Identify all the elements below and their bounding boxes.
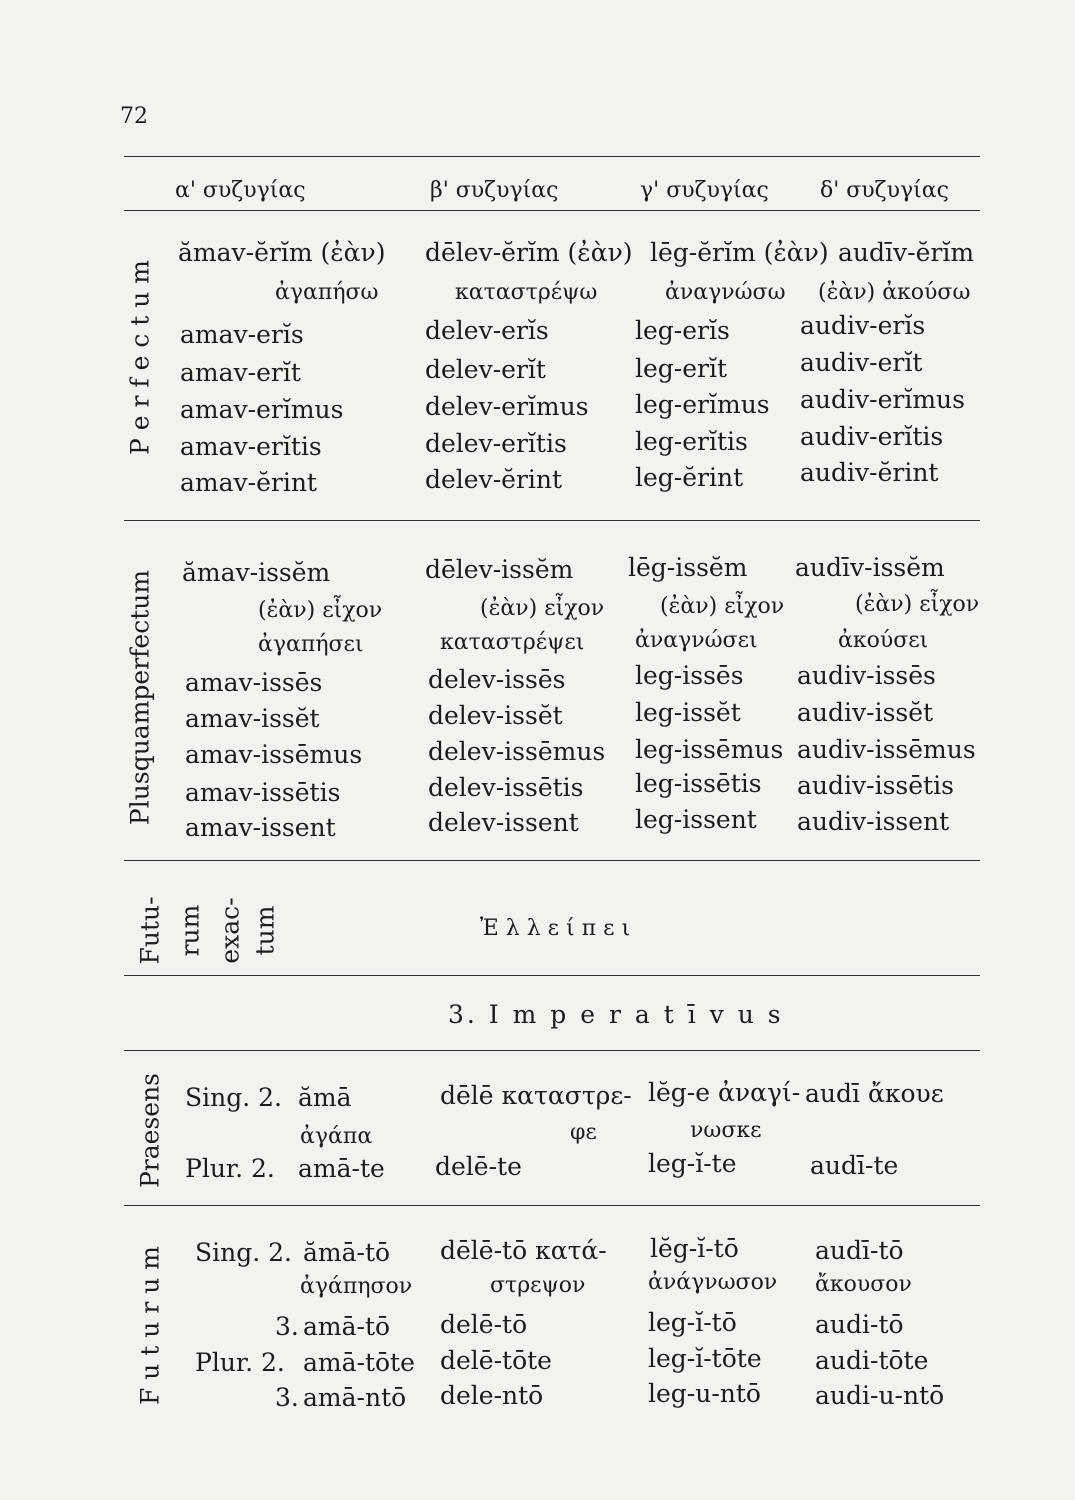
futurum-sing-c1-greek: ἀγάπησον bbox=[300, 1274, 413, 1299]
plusq-row-5-c2: delev-issent bbox=[428, 808, 579, 837]
page-number: 72 bbox=[120, 104, 148, 129]
plusq-greek-c1: ἀγαπήσει bbox=[258, 632, 364, 657]
praesens-sing-c3-cont: νωσκε bbox=[690, 1118, 762, 1143]
futurum-exactum-text: Ἐ λ λ ε ί π ε ι bbox=[480, 916, 631, 941]
plusq-row-3-c2: delev-issēmus bbox=[428, 737, 606, 766]
futurum-plur3-c1: amā-ntō bbox=[303, 1383, 407, 1412]
perfectum-row-5-c4: audiv-ĕrint bbox=[800, 458, 939, 487]
perfectum-row-3-c1: amav-erĭmus bbox=[180, 395, 344, 424]
praesens-plur-label: Plur. 2. bbox=[185, 1154, 275, 1183]
futurum-label: F u t u r u m bbox=[135, 1245, 165, 1406]
plusq-row-2-c3: leg-issĕt bbox=[635, 698, 741, 727]
perfectum-row-1-c2: delev-erĭs bbox=[425, 316, 549, 345]
perfectum-row-1-c1: amav-erĭs bbox=[180, 320, 304, 349]
plusq-ean-c1: (ἐὰν) εἶχον bbox=[258, 598, 383, 623]
perfectum-row-3-c3: leg-erĭmus bbox=[635, 390, 770, 419]
perfectum-row-4-c4: audiv-erĭtis bbox=[800, 422, 944, 451]
futurum-sing3-c3: leg-ĭ-tō bbox=[648, 1308, 737, 1337]
praesens-sing-c1-greek: ἀγάπα bbox=[300, 1124, 373, 1149]
plusq-greek-c3: ἀναγνώσει bbox=[635, 628, 758, 653]
perfectum-greek-c2: καταστρέψω bbox=[455, 280, 598, 305]
futurum-plur2-c1: amā-tōte bbox=[303, 1348, 415, 1377]
futurum-plur3-c2: dele-ntō bbox=[440, 1381, 544, 1410]
rule bbox=[124, 520, 980, 521]
futurum-sing-c2-greek: στρεψον bbox=[490, 1273, 586, 1298]
futurum-plur-label: Plur. 2. bbox=[195, 1348, 285, 1377]
perfectum-first-c3: lēg-ĕrĭm (ἐὰν) bbox=[650, 238, 829, 267]
praesens-sing-label: Sing. 2. bbox=[185, 1083, 282, 1112]
praesens-sing-c2: dēlē καταστρε- bbox=[440, 1081, 632, 1110]
plusq-row-2-c4: audiv-issĕt bbox=[797, 698, 934, 727]
futurum-sing-c4: audī-tō bbox=[815, 1236, 904, 1265]
plusq-row-4-c2: delev-issētis bbox=[428, 773, 584, 802]
futurum-sing-c3: lĕg-ĭ-tō bbox=[650, 1234, 739, 1263]
perfectum-label: P e r f e c t u m bbox=[125, 259, 155, 456]
column-header-3: γ' συζυγίας bbox=[640, 178, 769, 203]
futurum-sing3-c2: delē-tō bbox=[440, 1310, 528, 1339]
praesens-sing-c2-cont: φε bbox=[570, 1120, 597, 1145]
perfectum-row-4-c1: amav-erĭtis bbox=[180, 432, 322, 461]
praesens-sing-c4: audī ἄκουε bbox=[805, 1079, 944, 1108]
praesens-plur-c4: audī-te bbox=[810, 1151, 899, 1180]
futurum-sing-label: Sing. 2. bbox=[195, 1238, 292, 1267]
plusq-row-3-c1: amav-issēmus bbox=[185, 740, 363, 769]
futurum-sing3-c1: amā-tō bbox=[303, 1312, 391, 1341]
futurum-plur2-c4: audi-tōte bbox=[815, 1346, 929, 1375]
perfectum-greek-c1: ἀγαπήσω bbox=[275, 280, 379, 305]
futurum-sing3-c4: audi-tō bbox=[815, 1310, 904, 1339]
perfectum-row-4-c2: delev-erĭtis bbox=[425, 429, 567, 458]
plusq-row-2-c2: delev-issĕt bbox=[428, 701, 563, 730]
plusq-row-2-c1: amav-issĕt bbox=[185, 704, 320, 733]
column-header-2: β' συζυγίας bbox=[430, 178, 559, 203]
praesens-sing-c1: ămā bbox=[298, 1083, 352, 1112]
plusq-ean-c4: (ἐὰν) εἶχον bbox=[855, 592, 980, 617]
plusq-first-c4: audīv-issĕm bbox=[795, 553, 945, 582]
praesens-sing-c3: lĕg-e ἀναγί- bbox=[648, 1078, 801, 1107]
plusq-row-4-c4: audiv-issētis bbox=[797, 771, 954, 800]
plusq-row-5-c1: amav-issent bbox=[185, 813, 336, 842]
rule bbox=[124, 1205, 980, 1206]
plusq-greek-c2: καταστρέψει bbox=[440, 630, 585, 655]
plusq-row-4-c1: amav-issētis bbox=[185, 778, 341, 807]
perfectum-row-5-c3: leg-ĕrint bbox=[635, 463, 744, 492]
perfectum-row-5-c2: delev-ĕrint bbox=[425, 465, 563, 494]
plusq-greek-c4: ἀκούσει bbox=[838, 628, 929, 653]
rule bbox=[124, 975, 980, 976]
futurum-sing-c1: ămā-tō bbox=[303, 1238, 391, 1267]
perfectum-greek-c3: ἀναγνώσω bbox=[665, 280, 786, 305]
futurum-exactum-label-3: exac- bbox=[215, 897, 245, 964]
plusq-first-c3: lēg-issĕm bbox=[628, 553, 748, 582]
plusquamperfectum-label: Plusquamperfectum bbox=[125, 569, 155, 826]
rule bbox=[124, 860, 980, 861]
futurum-plur2-c3: leg-ĭ-tōte bbox=[648, 1344, 762, 1373]
perfectum-greek-c4: (ἐὰν) ἀκούσω bbox=[818, 280, 971, 305]
plusq-ean-c3: (ἐὰν) εἶχον bbox=[660, 594, 785, 619]
futurum-plur3-c3: leg-u-ntō bbox=[648, 1379, 761, 1408]
perfectum-row-5-c1: amav-ĕrint bbox=[180, 468, 317, 497]
futurum-exactum-label-1: Futu- bbox=[135, 896, 165, 965]
praesens-plur-c1: amā-te bbox=[298, 1154, 385, 1183]
plusq-row-3-c4: audiv-issēmus bbox=[797, 735, 976, 764]
perfectum-row-4-c3: leg-erĭtis bbox=[635, 427, 748, 456]
plusq-row-4-c3: leg-issētis bbox=[635, 769, 762, 798]
praesens-plur-c3: leg-ĭ-te bbox=[648, 1149, 737, 1178]
plusq-row-5-c3: leg-issent bbox=[635, 805, 757, 834]
perfectum-row-2-c4: audiv-erĭt bbox=[800, 348, 923, 377]
column-header-1: α' συζυγίας bbox=[175, 178, 306, 203]
futurum-exactum-label-4: tum bbox=[250, 905, 280, 956]
rule bbox=[124, 1050, 980, 1051]
futurum-sing-c2: dēlē-tō κατά- bbox=[440, 1236, 607, 1265]
plusq-row-1-c4: audiv-issēs bbox=[797, 661, 936, 690]
plusq-ean-c2: (ἐὰν) εἶχον bbox=[480, 596, 605, 621]
rule bbox=[124, 210, 980, 211]
futurum-plur3-c4: audi-u-ntō bbox=[815, 1381, 945, 1410]
perfectum-first-c4: audīv-ĕrĭm bbox=[838, 238, 975, 267]
perfectum-row-1-c4: audiv-erĭs bbox=[800, 311, 926, 340]
futurum-sing-c3-greek: ἀνάγνωσον bbox=[648, 1270, 778, 1295]
imperativus-title: 3. I m p e r a t ī v u s bbox=[448, 1000, 784, 1029]
perfectum-row-3-c4: audiv-erĭmus bbox=[800, 385, 965, 414]
perfectum-first-c1: ămav-ĕrĭm (ἐὰν) bbox=[178, 238, 386, 267]
perfectum-first-c2: dēlev-ĕrĭm (ἐὰν) bbox=[425, 238, 633, 267]
perfectum-row-2-c2: delev-erĭt bbox=[425, 355, 546, 384]
plusq-row-1-c1: amav-issēs bbox=[185, 668, 323, 697]
perfectum-row-2-c3: leg-erĭt bbox=[635, 354, 728, 383]
plusq-first-c1: ămav-issĕm bbox=[182, 558, 331, 587]
plusq-row-5-c4: audiv-issent bbox=[797, 807, 950, 836]
perfectum-row-2-c1: amav-erĭt bbox=[180, 358, 301, 387]
plusq-row-1-c2: delev-issēs bbox=[428, 665, 566, 694]
praesens-label: Praesens bbox=[135, 1072, 165, 1189]
rule bbox=[124, 156, 980, 157]
futurum-exactum-label-2: rum bbox=[175, 904, 205, 957]
plusq-row-1-c3: leg-issēs bbox=[635, 661, 744, 690]
column-header-4: δ' συζυγίας bbox=[820, 178, 949, 203]
perfectum-row-3-c2: delev-erĭmus bbox=[425, 392, 589, 421]
plusq-row-3-c3: leg-issēmus bbox=[635, 735, 784, 764]
futurum-sing3-label: 3. bbox=[275, 1312, 299, 1341]
praesens-plur-c2: delē-te bbox=[435, 1152, 522, 1181]
futurum-plur2-c2: delē-tōte bbox=[440, 1346, 552, 1375]
futurum-sing-c4-greek: ἄκουσον bbox=[815, 1272, 912, 1297]
perfectum-row-1-c3: leg-erĭs bbox=[635, 316, 730, 345]
futurum-plur3-label: 3. bbox=[275, 1383, 299, 1412]
plusq-first-c2: dēlev-issĕm bbox=[425, 555, 574, 584]
